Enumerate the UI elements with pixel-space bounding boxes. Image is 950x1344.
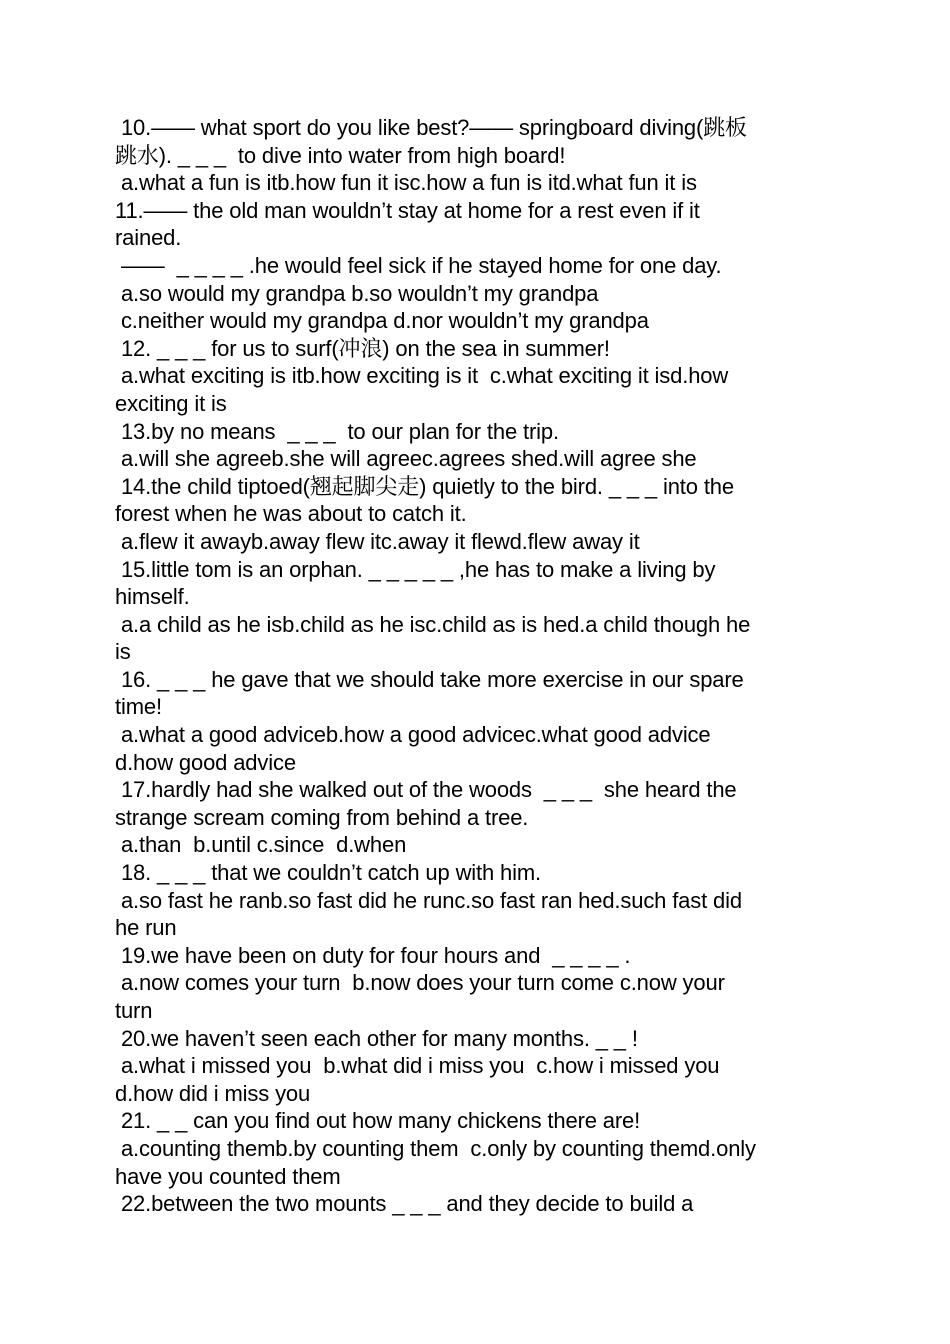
text-line: turn xyxy=(115,998,153,1023)
text-line: a.flew it awayb.away flew itc.away it flewd.flew away it xyxy=(115,528,640,554)
text-line: have you counted them xyxy=(115,1163,341,1189)
text-line: 12. _ _ _ for us to surf(冲浪) on the sea in summer! xyxy=(115,335,610,361)
text-line: forest when he was about to catch it. xyxy=(115,501,467,527)
text-line: 20.we haven’t seen each other for many months. _ _ ! xyxy=(115,1025,638,1051)
text-line: 19.we have been on duty for four hours and _ _ _ _ . xyxy=(115,942,631,968)
text-line: time! xyxy=(115,694,162,720)
text-line: a.what a fun is itb.how fun it isc.how a fun is itd.what fun it is xyxy=(115,170,697,196)
text-line: a.what a good adviceb.how a good advicec.what good advice xyxy=(115,722,711,748)
text-line: a.now comes your turn b.now does your turn come c.now your xyxy=(115,970,725,996)
text-line: a.what exciting is itb.how exciting is it c.what exciting it isd.how xyxy=(115,363,729,389)
text-line: 21. _ _ can you find out how many chickens there are! xyxy=(115,1108,641,1134)
text-line: 18. _ _ _ that we couldn’t catch up with him. xyxy=(115,860,542,886)
text-line: a.than b.until c.since d.when xyxy=(115,832,407,858)
text-line: 13.by no means _ _ _ to our plan for the trip. xyxy=(115,418,559,444)
text-line: a.so would my grandpa b.so wouldn’t my grandpa xyxy=(115,280,599,306)
text-line: a.counting themb.by counting them c.only by counting themd.only xyxy=(115,1135,756,1161)
text-line: 10.—— what sport do you like best?—— springboard diving(跳板 xyxy=(115,115,747,140)
text-line: he run xyxy=(115,915,177,941)
text-line: a.what i missed you b.what did i miss you c.how i missed you xyxy=(115,1053,720,1079)
text-line: c.neither would my grandpa d.nor wouldn’t my grandpa xyxy=(115,308,649,334)
text-line: 17.hardly had she walked out of the woods _ _ _ she heard the xyxy=(115,777,737,803)
text-line: d.how did i miss you xyxy=(115,1080,311,1106)
text-line: a.will she agreeb.she will agreec.agrees shed.will agree she xyxy=(115,446,697,472)
text-line: is xyxy=(115,639,131,665)
text-line: 跳水). _ _ _ to dive into water from high board! xyxy=(115,142,566,168)
text-line: 11.—— the old man wouldn’t stay at home for a rest even if it xyxy=(115,197,700,223)
text-line: a.so fast he ranb.so fast did he runc.so fast ran hed.such fast did xyxy=(115,887,742,913)
text-line: strange scream coming from behind a tree. xyxy=(115,804,529,830)
text-line: a.a child as he isb.child as he isc.child as is hed.a child though he xyxy=(115,611,751,637)
text-line: rained. xyxy=(115,225,182,251)
text-line: himself. xyxy=(115,584,190,610)
question-text xyxy=(115,114,835,1218)
text-line: 16. _ _ _ he gave that we should take more exercise in our spare xyxy=(115,666,744,692)
text-line: exciting it is xyxy=(115,390,227,416)
text-line: 22.between the two mounts _ _ _ and they decide to build a xyxy=(115,1191,694,1217)
text-line: 14.the child tiptoed(翘起脚尖走) quietly to the bird. _ _ _ into the xyxy=(115,473,734,499)
text-line: 15.little tom is an orphan. _ _ _ _ _ ,he has to make a living by xyxy=(115,556,716,582)
text-line: —— _ _ _ _ .he would feel sick if he stayed home for one day. xyxy=(115,252,722,278)
text-line: d.how good advice xyxy=(115,749,296,775)
